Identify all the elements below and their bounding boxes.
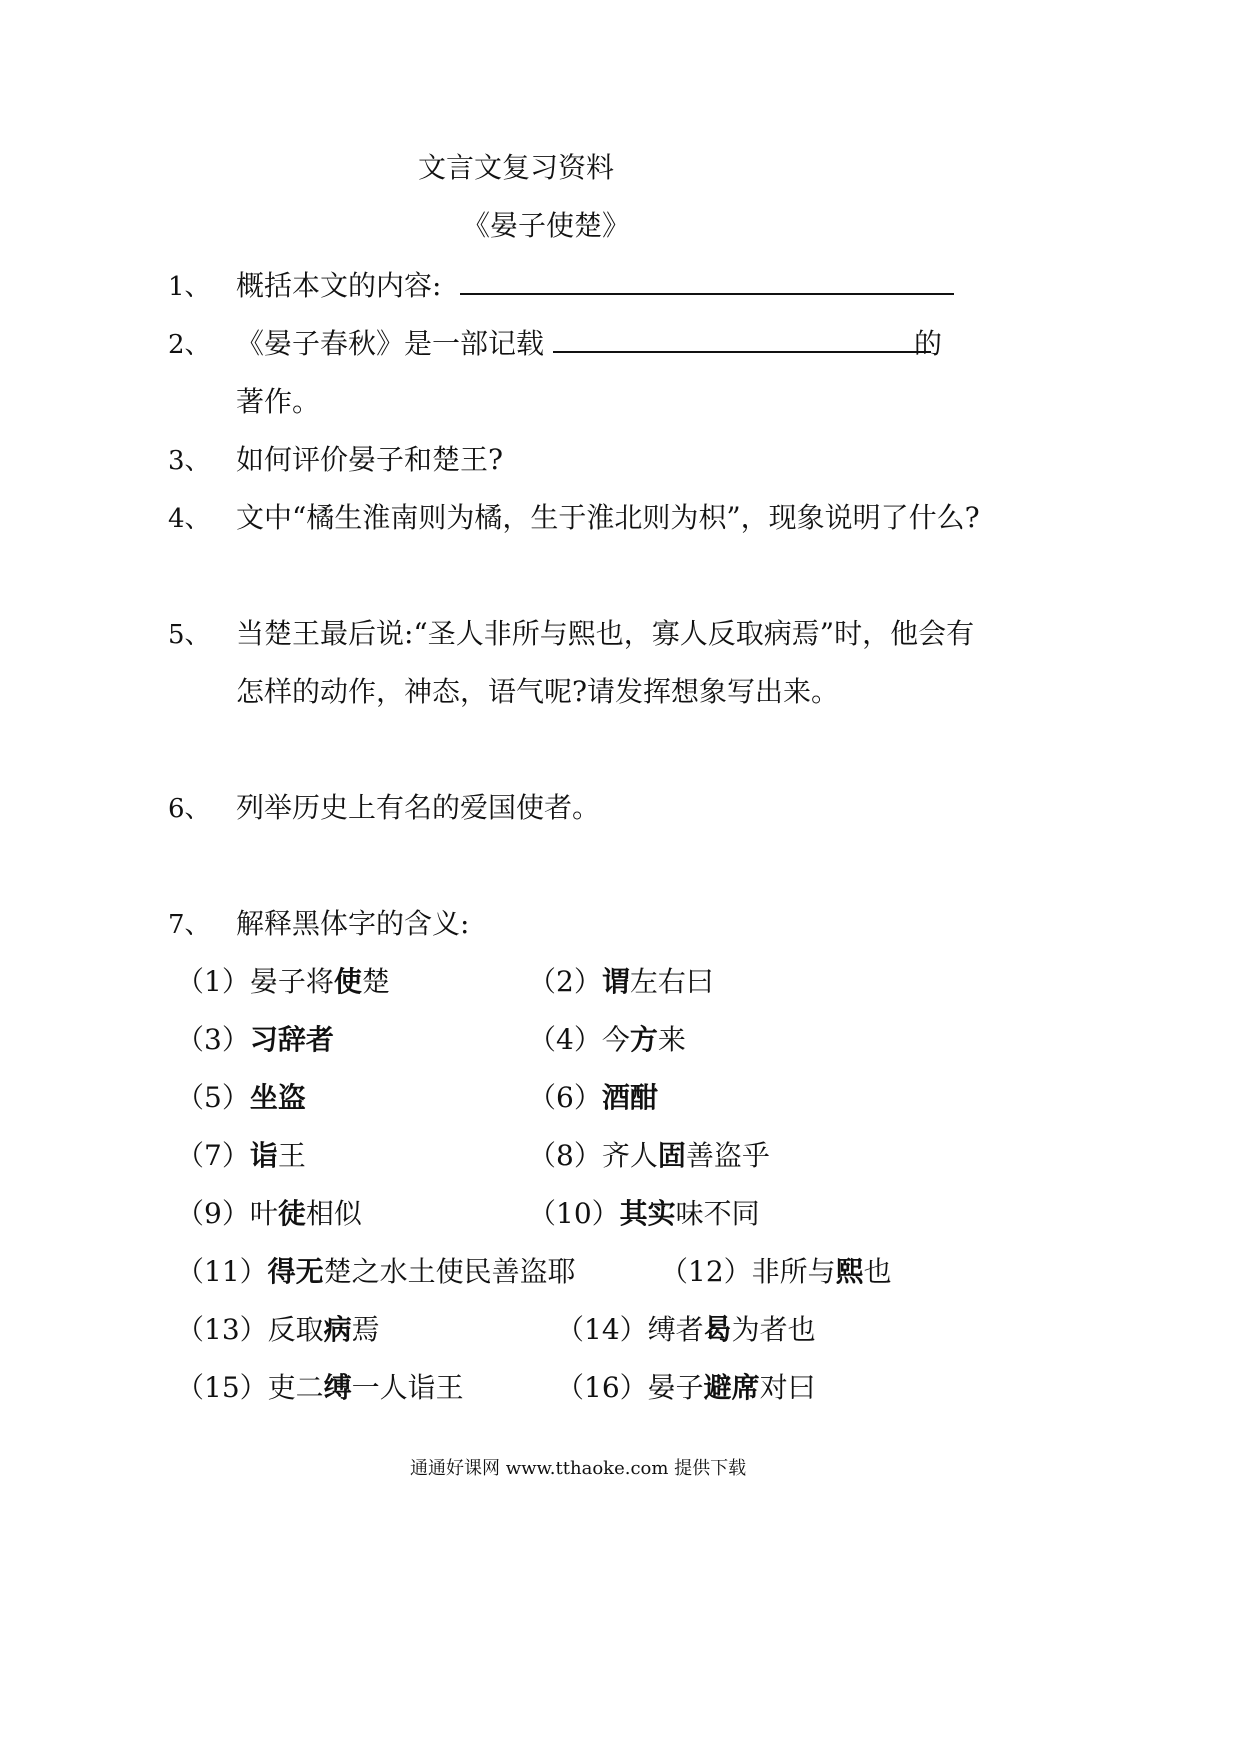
vocab-item-label: （4） — [528, 1023, 602, 1056]
vocab-item-12 — [660, 1250, 892, 1290]
vocab-text: 一人诣王 — [351, 1371, 464, 1404]
answer-blank-1[interactable] — [460, 267, 954, 295]
question-text-5: 当楚王最后说:“圣人非所与熙也，寡人反取病焉”时，他会有 — [236, 617, 975, 650]
vocab-item-label: （13） — [176, 1313, 268, 1346]
vocab-text: 晏子将 — [249, 965, 334, 998]
vocab-text: 相似 — [305, 1197, 362, 1230]
question-number-1: 1、 — [168, 272, 211, 302]
vocab-bold-word: 使 — [333, 965, 362, 998]
vocab-text: 味不同 — [675, 1197, 760, 1230]
footer-credit: 通通好课网 www.tthaoke.com 提供下载 — [410, 1458, 747, 1479]
question-2-prompt: 《晏子春秋》是一部记载 — [236, 327, 545, 360]
vocab-bold-word: 其实 — [619, 1197, 676, 1230]
vocab-bold-word: 曷 — [703, 1313, 732, 1346]
question-text-6: 列举历史上有名的爱国使者。 — [236, 791, 601, 824]
question-text-7: 解释黑体字的含义: — [236, 907, 470, 940]
question-number-3: 3、 — [168, 446, 211, 476]
question-text-3: 如何评价晏子和楚王? — [236, 443, 504, 476]
vocab-text: 来 — [657, 1023, 686, 1056]
vocab-bold-word: 徒 — [277, 1197, 306, 1230]
vocab-item-label: （6） — [528, 1081, 602, 1114]
vocab-bold-word: 诣 — [249, 1139, 278, 1172]
vocab-text: 左右曰 — [629, 965, 714, 998]
vocab-text: 王 — [277, 1139, 306, 1172]
vocab-item-10 — [528, 1192, 760, 1232]
question-number-2: 2、 — [168, 330, 211, 360]
vocab-bold-word: 谓 — [601, 965, 630, 998]
vocab-item-label: （9） — [176, 1197, 250, 1230]
vocab-item-label: （15） — [176, 1371, 268, 1404]
vocab-item-label: （5） — [176, 1081, 250, 1114]
vocab-item-label: （8） — [528, 1139, 602, 1172]
question-number-7: 7、 — [168, 910, 211, 940]
vocab-item-7 — [176, 1134, 306, 1174]
vocab-bold-word: 病 — [323, 1313, 352, 1346]
vocab-text: 楚 — [361, 965, 390, 998]
question-5-continuation: 怎样的动作，神态，语气呢?请发挥想象写出来。 — [236, 675, 840, 708]
vocab-bold-word: 缚 — [323, 1371, 352, 1404]
vocab-text: 齐人 — [601, 1139, 658, 1172]
vocab-text: 善盗乎 — [685, 1139, 770, 1172]
vocab-text: 缚者 — [647, 1313, 704, 1346]
question-text-2 — [236, 322, 931, 362]
vocab-item-label: （2） — [528, 965, 602, 998]
vocab-item-8 — [528, 1134, 770, 1174]
question-number-5: 5、 — [168, 620, 211, 650]
vocab-text: 叶 — [249, 1197, 278, 1230]
vocab-item-label: （16） — [556, 1371, 648, 1404]
vocab-item-label: （1） — [176, 965, 250, 998]
vocab-item-11 — [176, 1250, 576, 1290]
page-title: 文言文复习资料 — [418, 151, 615, 184]
question-number-6: 6、 — [168, 794, 211, 824]
vocab-item-4 — [528, 1018, 686, 1058]
vocab-item-14 — [556, 1308, 816, 1348]
vocab-bold-word: 熙 — [835, 1255, 864, 1288]
vocab-item-label: （14） — [556, 1313, 648, 1346]
question-text-1 — [236, 264, 954, 304]
question-2-continuation: 著作。 — [236, 385, 321, 418]
vocab-text: 也 — [863, 1255, 892, 1288]
question-1-prompt: 概括本文的内容: — [236, 269, 442, 302]
vocab-text: 晏子 — [647, 1371, 704, 1404]
vocab-text: 吏二 — [267, 1371, 324, 1404]
vocab-text: 对曰 — [759, 1371, 816, 1404]
vocab-item-13 — [176, 1308, 380, 1348]
vocab-item-15 — [176, 1366, 464, 1406]
vocab-bold-word: 固 — [657, 1139, 686, 1172]
vocab-item-label: （11） — [176, 1255, 268, 1288]
page-subtitle: 《晏子使楚》 — [462, 209, 631, 242]
vocab-item-label: （3） — [176, 1023, 250, 1056]
question-text-4: 文中“橘生淮南则为橘，生于淮北则为枳”，现象说明了什么? — [236, 501, 980, 534]
question-2-suffix: 的 — [914, 327, 943, 360]
vocab-text: 为者也 — [731, 1313, 816, 1346]
vocab-text: 焉 — [351, 1313, 380, 1346]
vocab-item-5 — [176, 1076, 306, 1116]
vocab-text: 反取 — [267, 1313, 324, 1346]
vocab-bold-word: 酒酣 — [601, 1081, 658, 1114]
vocab-item-3 — [176, 1018, 334, 1058]
question-number-4: 4、 — [168, 504, 211, 534]
vocab-item-label: （7） — [176, 1139, 250, 1172]
vocab-bold-word: 坐盗 — [249, 1081, 306, 1114]
answer-blank-2[interactable] — [553, 325, 931, 353]
vocab-item-label: （10） — [528, 1197, 620, 1230]
vocab-text: 楚之水土使民善盗耶 — [323, 1255, 576, 1288]
vocab-item-16 — [556, 1366, 816, 1406]
vocab-item-2 — [528, 960, 714, 1000]
vocab-item-1 — [176, 960, 390, 1000]
vocab-bold-word: 习辞者 — [249, 1023, 334, 1056]
vocab-bold-word: 避席 — [703, 1371, 760, 1404]
vocab-text: 今 — [601, 1023, 630, 1056]
vocab-text: 非所与 — [751, 1255, 836, 1288]
vocab-bold-word: 得无 — [267, 1255, 324, 1288]
vocab-item-6 — [528, 1076, 658, 1116]
vocab-bold-word: 方 — [629, 1023, 658, 1056]
vocab-item-label: （12） — [660, 1255, 752, 1288]
vocab-item-9 — [176, 1192, 362, 1232]
